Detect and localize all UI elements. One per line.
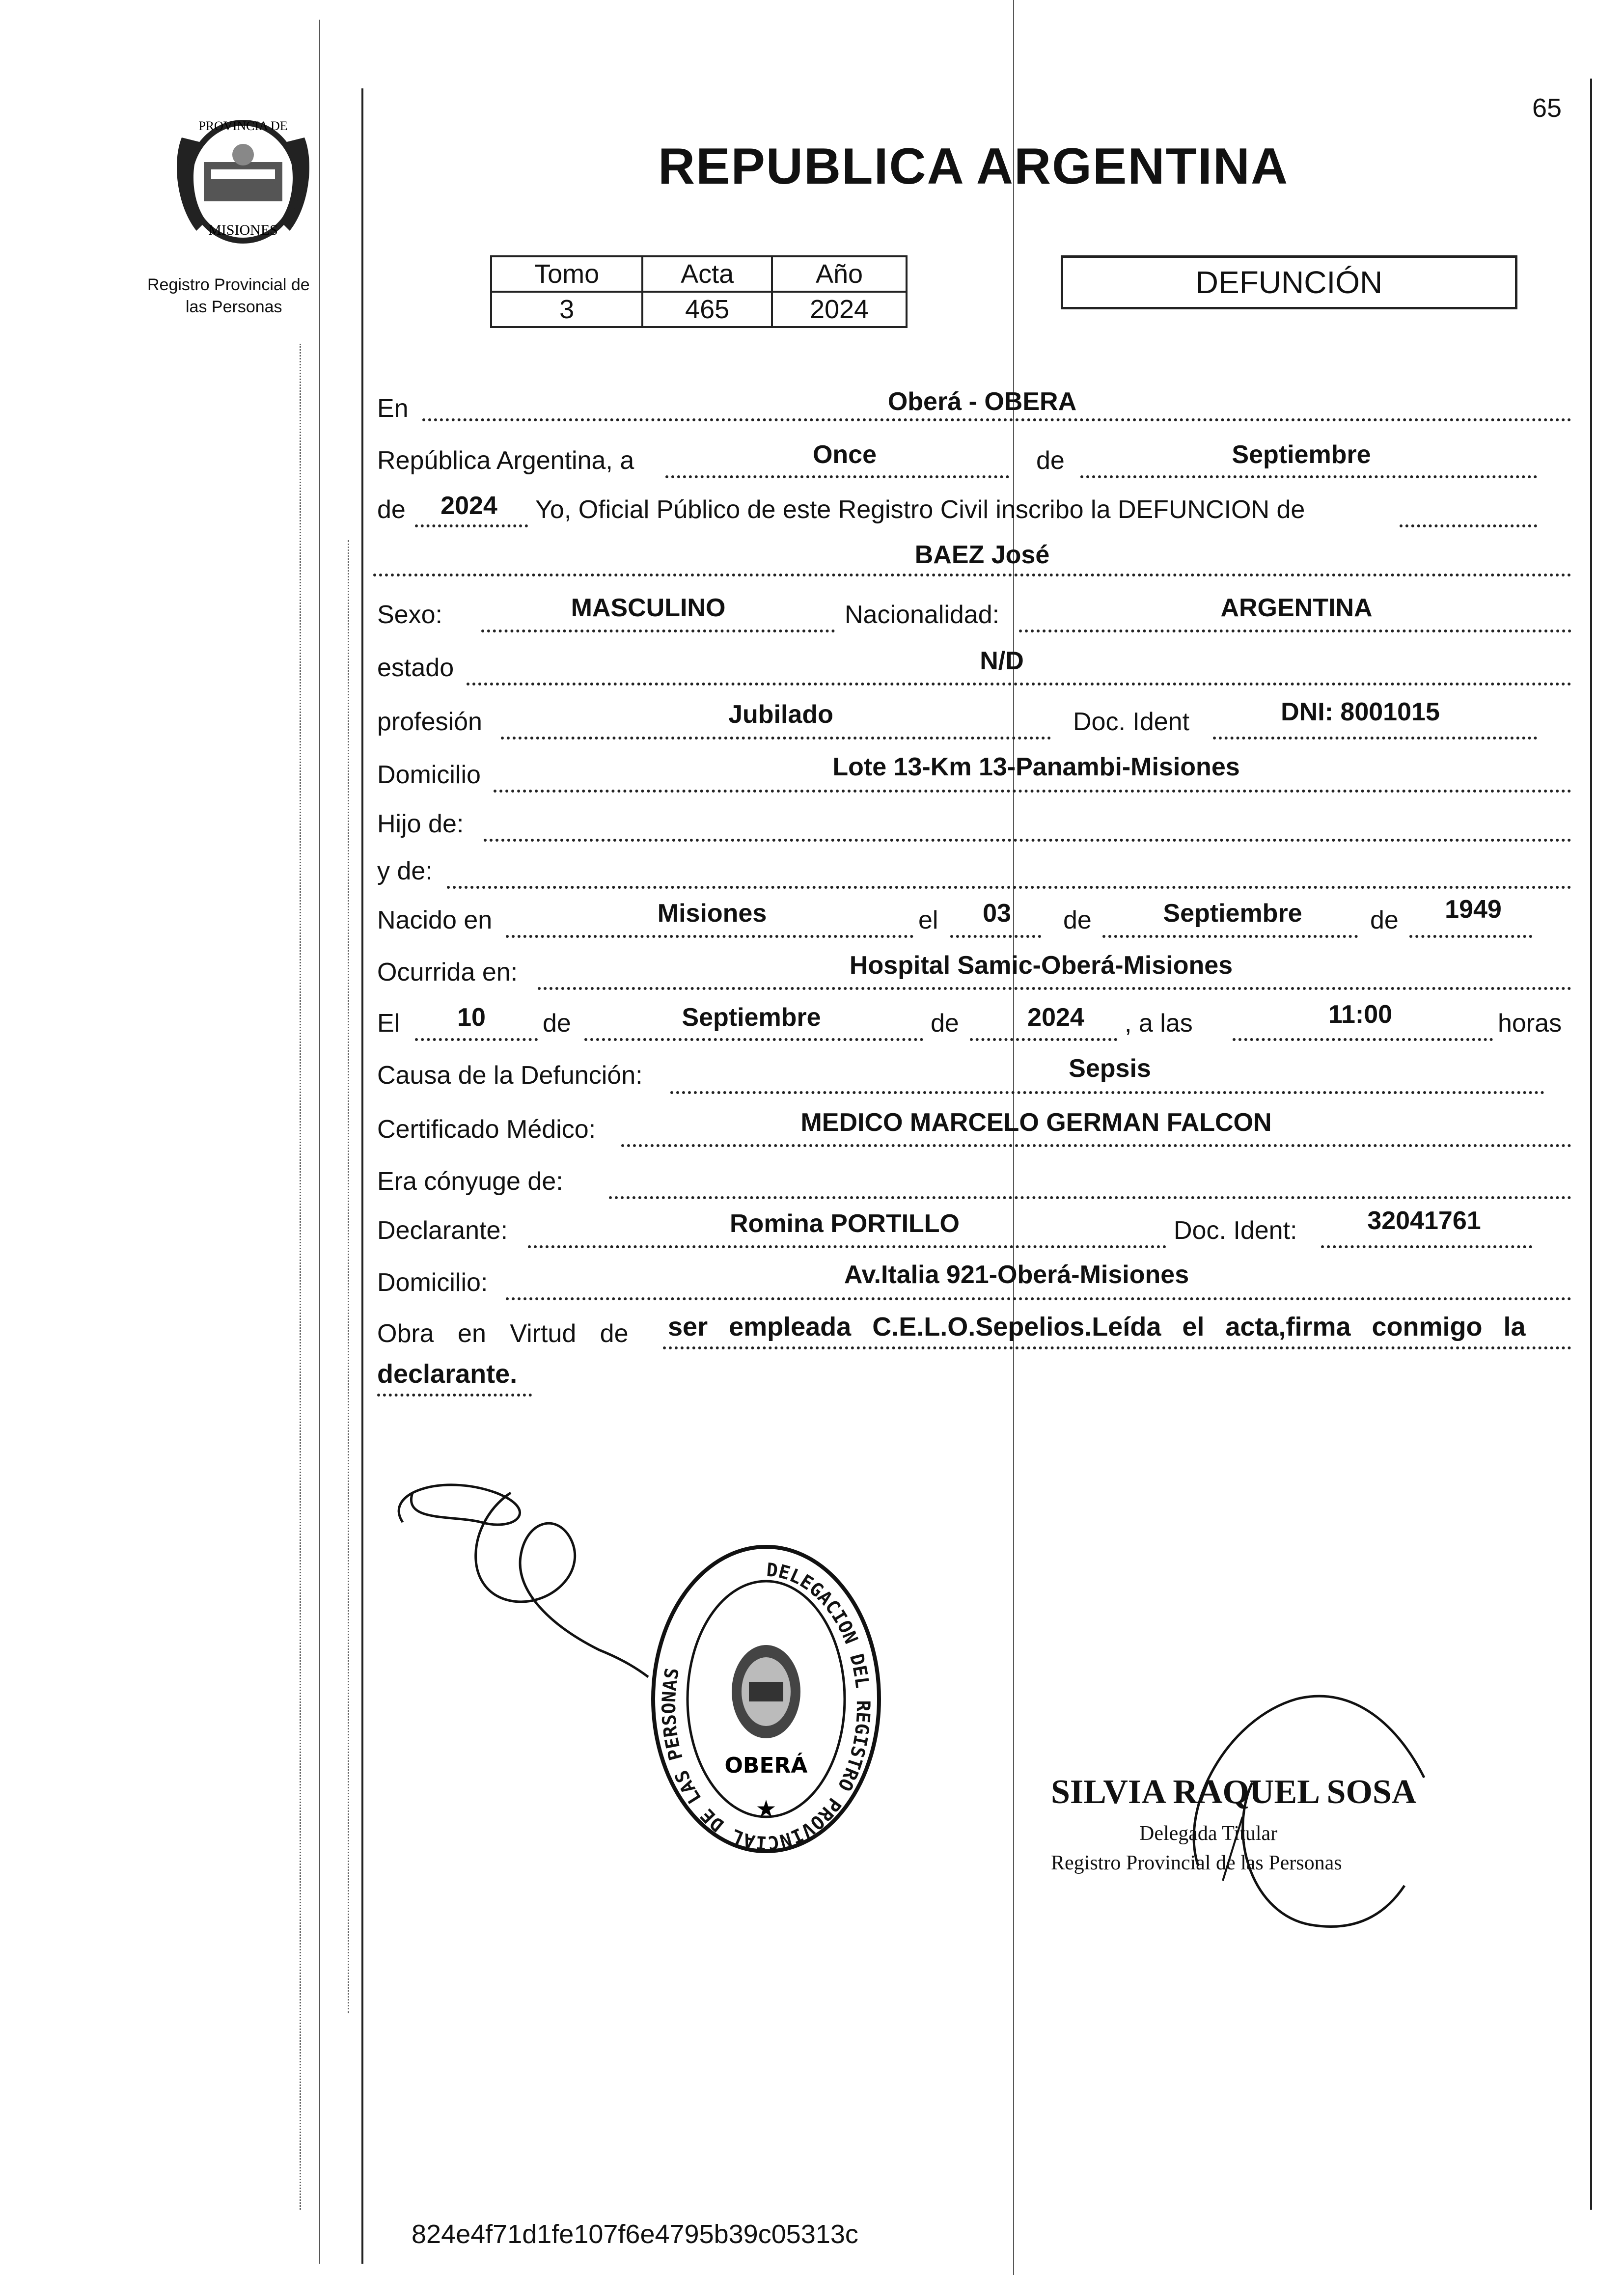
anio-dots xyxy=(415,524,528,527)
el-label: el xyxy=(918,906,938,934)
profesion-label: profesión xyxy=(377,708,482,736)
document-hash: 824e4f71d1fe107f6e4795b39c05313c xyxy=(412,2220,858,2249)
svg-text:DELEGACION DEL REGISTRO PROVIN: DELEGACION DEL REGISTRO PROVINCIAL DE LAS PERSONAS xyxy=(658,1559,874,1854)
profesion-value: Jubilado xyxy=(728,700,833,729)
doc2-value: 32041761 xyxy=(1367,1206,1481,1235)
horas-label: horas xyxy=(1498,1009,1562,1038)
fallec-mes-dots xyxy=(584,1038,923,1041)
obra-label: Obra en Virtud de xyxy=(377,1319,629,1348)
yde-label: y de: xyxy=(377,857,433,885)
svg-text:PROVINCIA DE: PROVINCIA DE xyxy=(198,119,288,133)
sexo-dots xyxy=(481,630,835,632)
doc-ident-value: DNI: 8001015 xyxy=(1281,698,1440,726)
hijo-dots xyxy=(484,839,1571,842)
ref-header-anio: Año xyxy=(772,256,907,292)
province-logo xyxy=(167,108,319,255)
doc-ident-dots xyxy=(1213,737,1537,740)
fallec-anio-dots xyxy=(970,1038,1117,1041)
de-label-6: de xyxy=(931,1009,959,1038)
nacido-dots xyxy=(506,935,913,938)
el2-label: El xyxy=(377,1009,400,1038)
nacido-label: Nacido en xyxy=(377,906,493,934)
certificado-value: MEDICO MARCELO GERMAN FALCON xyxy=(800,1108,1272,1137)
republica-label: República Argentina, a xyxy=(377,446,634,475)
margin-dots-inner xyxy=(348,540,351,2013)
causa-value: Sepsis xyxy=(1069,1054,1151,1083)
official-stamp xyxy=(648,1542,884,1856)
certificado-dots xyxy=(621,1144,1571,1147)
oficial-text: Yo, Oficial Público de este Registro Civil inscribo la DEFUNCION de xyxy=(535,495,1305,524)
de-label-1: de xyxy=(1036,446,1065,475)
mes-dots xyxy=(1080,475,1537,478)
oficial-dots xyxy=(1400,524,1537,527)
ref-value-anio: 2024 xyxy=(772,292,907,327)
svg-text:★: ★ xyxy=(755,1795,777,1823)
causa-dots xyxy=(670,1091,1544,1094)
form-left-rule xyxy=(361,88,363,2264)
margin-dots-left xyxy=(300,344,303,2210)
de-label-5: de xyxy=(543,1009,571,1038)
estado-label: estado xyxy=(377,654,454,682)
conyuge-dots xyxy=(609,1196,1571,1199)
svg-text:OBERÁ: OBERÁ xyxy=(724,1753,808,1778)
obra-value-line2: declarante. xyxy=(377,1359,518,1389)
death-day-word: Once xyxy=(812,440,877,469)
ref-header-acta: Acta xyxy=(642,256,772,292)
obra-dots-1 xyxy=(663,1346,1571,1349)
nacionalidad-dots xyxy=(1019,630,1571,632)
form-right-rule xyxy=(1590,79,1592,2210)
death-month: Septiembre xyxy=(682,1003,821,1032)
declarant-signature xyxy=(383,1463,658,1679)
ocurrida-label: Ocurrida en: xyxy=(377,958,518,987)
declarante-dots xyxy=(528,1245,1166,1248)
domicilio-dots xyxy=(494,790,1571,793)
official-office: Registro Provincial de las Personas xyxy=(1051,1852,1342,1874)
hijo-label: Hijo de: xyxy=(377,810,464,838)
svg-text:MISIONES: MISIONES xyxy=(208,222,278,238)
causa-label: Causa de la Defunción: xyxy=(377,1061,643,1090)
declarante-value: Romina PORTILLO xyxy=(730,1209,960,1238)
ocurrida-dots xyxy=(538,987,1571,990)
official-role: Delegada Titular xyxy=(1139,1822,1278,1845)
profesion-dots xyxy=(501,737,1051,740)
nacionalidad-value: ARGENTINA xyxy=(1220,594,1373,622)
birth-day: 03 xyxy=(983,899,1011,928)
de-label-3: de xyxy=(1063,906,1092,934)
doc2-label: Doc. Ident: xyxy=(1174,1216,1297,1245)
page-number: 65 xyxy=(1532,93,1562,123)
nacido-mes-dots xyxy=(1102,935,1358,938)
left-margin-rule xyxy=(319,20,320,2264)
death-day: 10 xyxy=(457,1003,486,1032)
hora-dots xyxy=(1233,1038,1493,1041)
ocurrida-value: Hospital Samic-Oberá-Misiones xyxy=(849,951,1233,980)
alas-label: , a las xyxy=(1125,1009,1193,1038)
en-value: Oberá - OBERA xyxy=(887,387,1077,416)
fold-line xyxy=(1013,0,1014,2275)
conyuge-label: Era cónyuge de: xyxy=(377,1167,563,1196)
logo-caption-line2: las Personas xyxy=(186,298,282,316)
nacido-anio-dots xyxy=(1409,935,1532,938)
birth-year: 1949 xyxy=(1445,895,1502,924)
deceased-name: BAEZ José xyxy=(914,541,1050,569)
obra-value-line1: ser empleada C.E.L.O.Sepelios.Leída el acta,firma conmigo la xyxy=(668,1312,1526,1342)
dia-dots xyxy=(665,475,1009,478)
doc2-dots xyxy=(1321,1245,1532,1248)
domicilio2-value: Av.Italia 921-Oberá-Misiones xyxy=(844,1261,1189,1289)
domicilio2-label: Domicilio: xyxy=(377,1268,488,1297)
de-label-2: de xyxy=(377,495,406,524)
domicilio2-dots xyxy=(506,1297,1571,1300)
doc-ident-label: Doc. Ident xyxy=(1073,708,1190,736)
nacido-value: Misiones xyxy=(657,899,767,928)
official-name: SILVIA RAQUEL SOSA xyxy=(1051,1773,1417,1811)
nacionalidad-label: Nacionalidad: xyxy=(845,601,1000,629)
en-dots xyxy=(422,418,1571,421)
ref-value-tomo: 3 xyxy=(491,292,642,327)
estado-dots xyxy=(467,683,1571,685)
domicilio-label: Domicilio xyxy=(377,761,481,789)
death-time: 11:00 xyxy=(1328,1000,1393,1029)
nombre-dots xyxy=(373,574,1571,576)
certificado-label: Certificado Médico: xyxy=(377,1115,596,1144)
ref-header-tomo: Tomo xyxy=(491,256,642,292)
reference-table xyxy=(490,255,908,328)
yde-dots xyxy=(447,886,1571,889)
de-label-4: de xyxy=(1370,906,1399,934)
ref-value-acta: 465 xyxy=(642,292,772,327)
death-month-word: Septiembre xyxy=(1232,440,1371,469)
birth-month: Septiembre xyxy=(1163,899,1302,928)
estado-value: N/D xyxy=(980,647,1024,675)
sexo-value: MASCULINO xyxy=(571,594,726,622)
document-type-box: DEFUNCIÓN xyxy=(1061,255,1517,309)
obra-dots-2 xyxy=(377,1394,532,1397)
declarante-label: Declarante: xyxy=(377,1216,508,1245)
sexo-label: Sexo: xyxy=(377,601,442,629)
registration-year: 2024 xyxy=(440,492,497,520)
en-label: En xyxy=(377,394,409,423)
domicilio-value: Lote 13-Km 13-Panambi-Misiones xyxy=(832,753,1240,781)
fallec-dia-dots xyxy=(415,1038,538,1041)
nacido-dia-dots xyxy=(950,935,1041,938)
logo-caption-line1: Registro Provincial de xyxy=(147,275,310,294)
page-title: REPUBLICA ARGENTINA xyxy=(658,138,1289,195)
death-year: 2024 xyxy=(1027,1003,1084,1032)
